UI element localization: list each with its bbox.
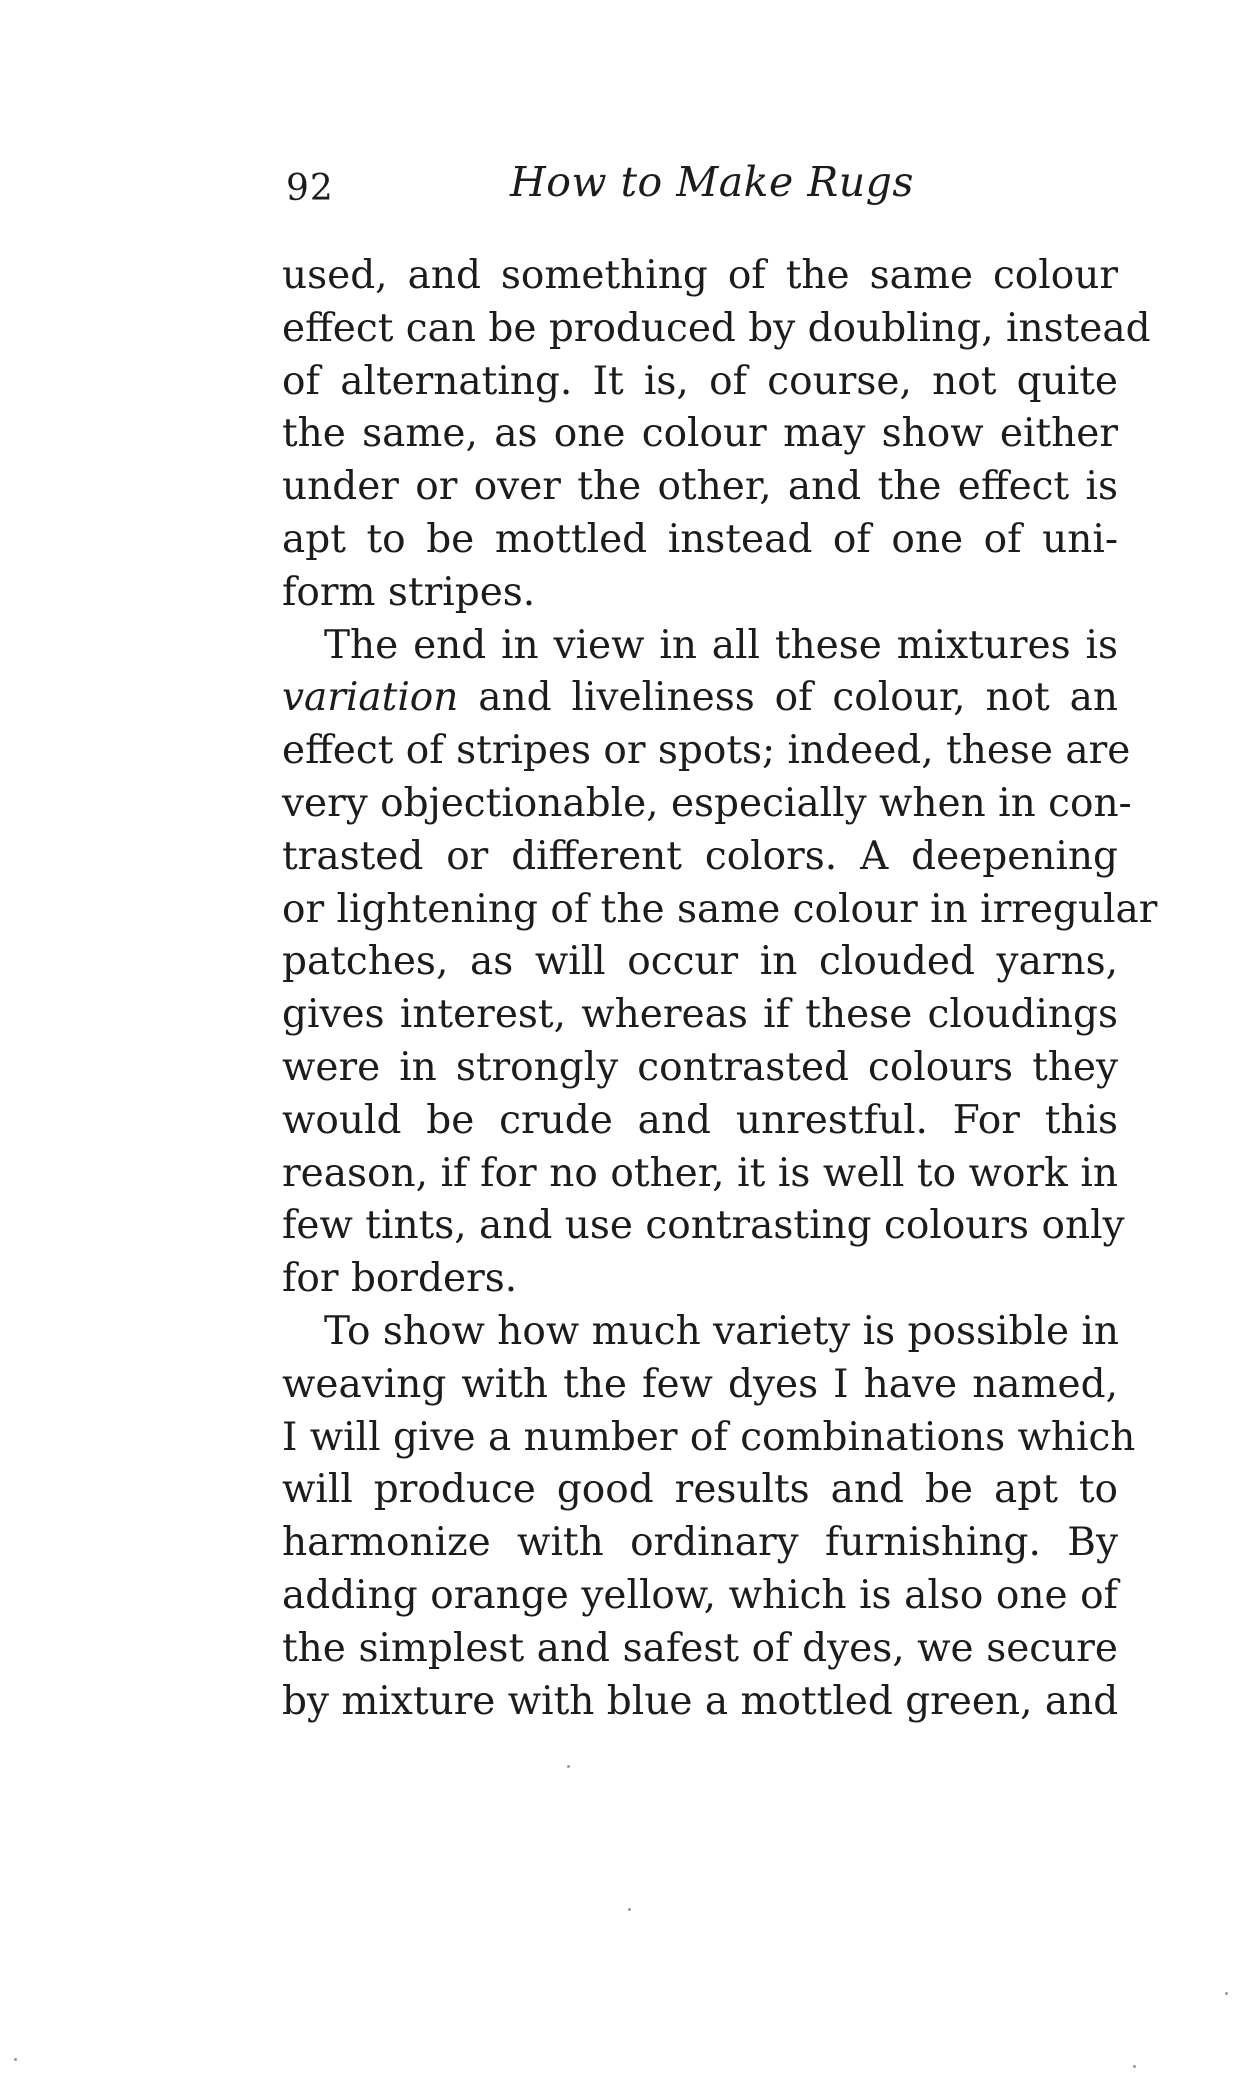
paper-speck bbox=[14, 2058, 17, 2061]
text-line: the same, as one colour may show either bbox=[282, 411, 1118, 457]
text-line: or lightening of the same colour in irregular bbox=[282, 886, 1158, 932]
text-line: the simplest and safest of dyes, we secure bbox=[282, 1625, 1118, 1671]
text-line: will produce good results and be apt to bbox=[282, 1467, 1118, 1513]
paper-speck bbox=[1133, 2065, 1136, 2068]
text-line: of alternating. It is, of course, not quite bbox=[282, 358, 1118, 404]
text-line: patches, as will occur in clouded yarns, bbox=[282, 939, 1118, 985]
text-line: To show how much variety is possible in bbox=[324, 1308, 1120, 1354]
text-line: used, and something of the same colour bbox=[282, 253, 1118, 298]
text-line: effect of stripes or spots; indeed, these are bbox=[282, 728, 1131, 774]
text-line: trasted or different colors. A deepening bbox=[282, 833, 1118, 879]
text-line: were in strongly contrasted colours they bbox=[282, 1044, 1118, 1090]
text-line: for borders. bbox=[282, 1256, 518, 1302]
text-line: The end in view in all these mixtures is bbox=[324, 622, 1118, 668]
paper-speck bbox=[1225, 1992, 1228, 1995]
text-line: few tints, and use contrasting colours only bbox=[282, 1203, 1125, 1249]
text-line: apt to be mottled instead of one of uni- bbox=[282, 516, 1118, 562]
text-line: gives interest, whereas if these cloudings bbox=[282, 992, 1118, 1038]
emphasis-word: variation bbox=[282, 675, 459, 721]
running-head bbox=[286, 158, 1116, 218]
text-line bbox=[282, 672, 1118, 725]
paper-speck bbox=[628, 1908, 631, 1911]
text-line-rest: and liveliness of colour, not an bbox=[478, 675, 1118, 721]
text-line: I will give a number of combinations which bbox=[282, 1414, 1136, 1460]
text-line: very objectionable, especially when in con- bbox=[282, 780, 1132, 826]
paper-speck bbox=[567, 1765, 570, 1768]
text-line: adding orange yellow, which is also one of bbox=[282, 1572, 1118, 1618]
text-line: would be crude and unrestful. For this bbox=[282, 1097, 1118, 1143]
book-title: How to Make Rugs bbox=[510, 158, 914, 206]
text-line: form stripes. bbox=[282, 569, 536, 615]
text-line: harmonize with ordinary furnishing. By bbox=[282, 1520, 1118, 1566]
text-line: effect can be produced by doubling, instead bbox=[282, 305, 1151, 351]
text-line: reason, if for no other, it is well to work in bbox=[282, 1150, 1118, 1196]
text-line: under or over the other, and the effect is bbox=[282, 464, 1118, 510]
body-text bbox=[282, 250, 1158, 1728]
text-line: weaving with the few dyes I have named, bbox=[282, 1361, 1118, 1407]
page-number: 92 bbox=[286, 168, 334, 209]
text-line: by mixture with blue a mottled green, and bbox=[282, 1678, 1119, 1724]
